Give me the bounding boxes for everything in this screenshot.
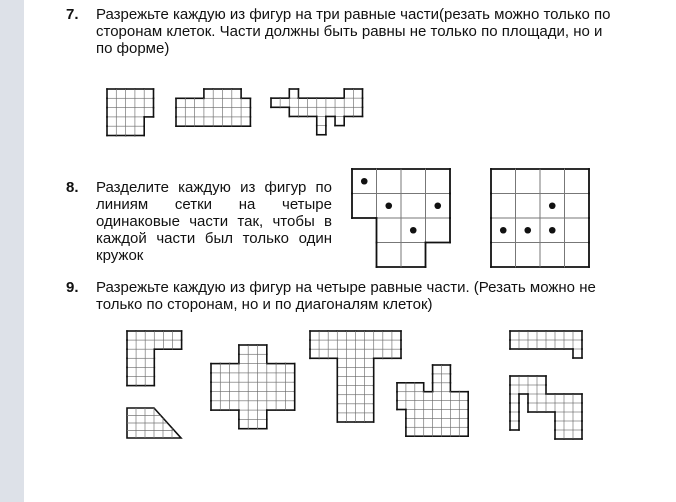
task-8-line-2: линиям сетки на четыре: [96, 196, 332, 213]
task-7-line-2: сторонам клеток. Части должны быть равны не только по площади, но и: [96, 23, 603, 40]
task-9-line-2: только по сторонам, но и по диагоналям клеток): [96, 296, 433, 313]
dot-marker: [549, 227, 556, 234]
task-8-figure-1: [352, 169, 450, 267]
task-8-line-5: кружок: [96, 247, 144, 264]
task-7-line-1: Разрежьте каждую из фигур на три равные части(резать можно только по: [96, 6, 611, 23]
task-9-number: 9.: [66, 279, 79, 296]
dot-marker: [361, 178, 368, 185]
task-8-number: 8.: [66, 179, 79, 196]
task-9-figure-4: [397, 331, 582, 439]
dot-marker: [549, 202, 556, 209]
dot-marker: [500, 227, 507, 234]
task-7-figure-3: [271, 89, 363, 135]
task-8-line-1: Разделите каждую из фигур по: [96, 179, 332, 196]
task-9-figure-1: [127, 331, 182, 438]
dot-marker: [410, 227, 417, 234]
task-8-line-3: одинаковые части так, чтобы в: [96, 213, 332, 230]
task-9-line-1: Разрежьте каждую из фигур на четыре равные части. (Резать можно не: [96, 279, 596, 296]
task-7-figure-2: [176, 89, 250, 126]
dot-marker: [434, 202, 441, 209]
task-7-line-3: по форме): [96, 40, 170, 57]
task-8-figure-2: [491, 169, 589, 267]
dot-marker: [385, 202, 392, 209]
task-7-number: 7.: [66, 6, 79, 23]
task-8-line-4: каждой части был только один: [96, 230, 332, 247]
task-9-figure-3: [310, 331, 401, 422]
task-7-figure-1: [107, 89, 154, 136]
dot-marker: [524, 227, 531, 234]
task-9-figure-2: [211, 345, 295, 429]
